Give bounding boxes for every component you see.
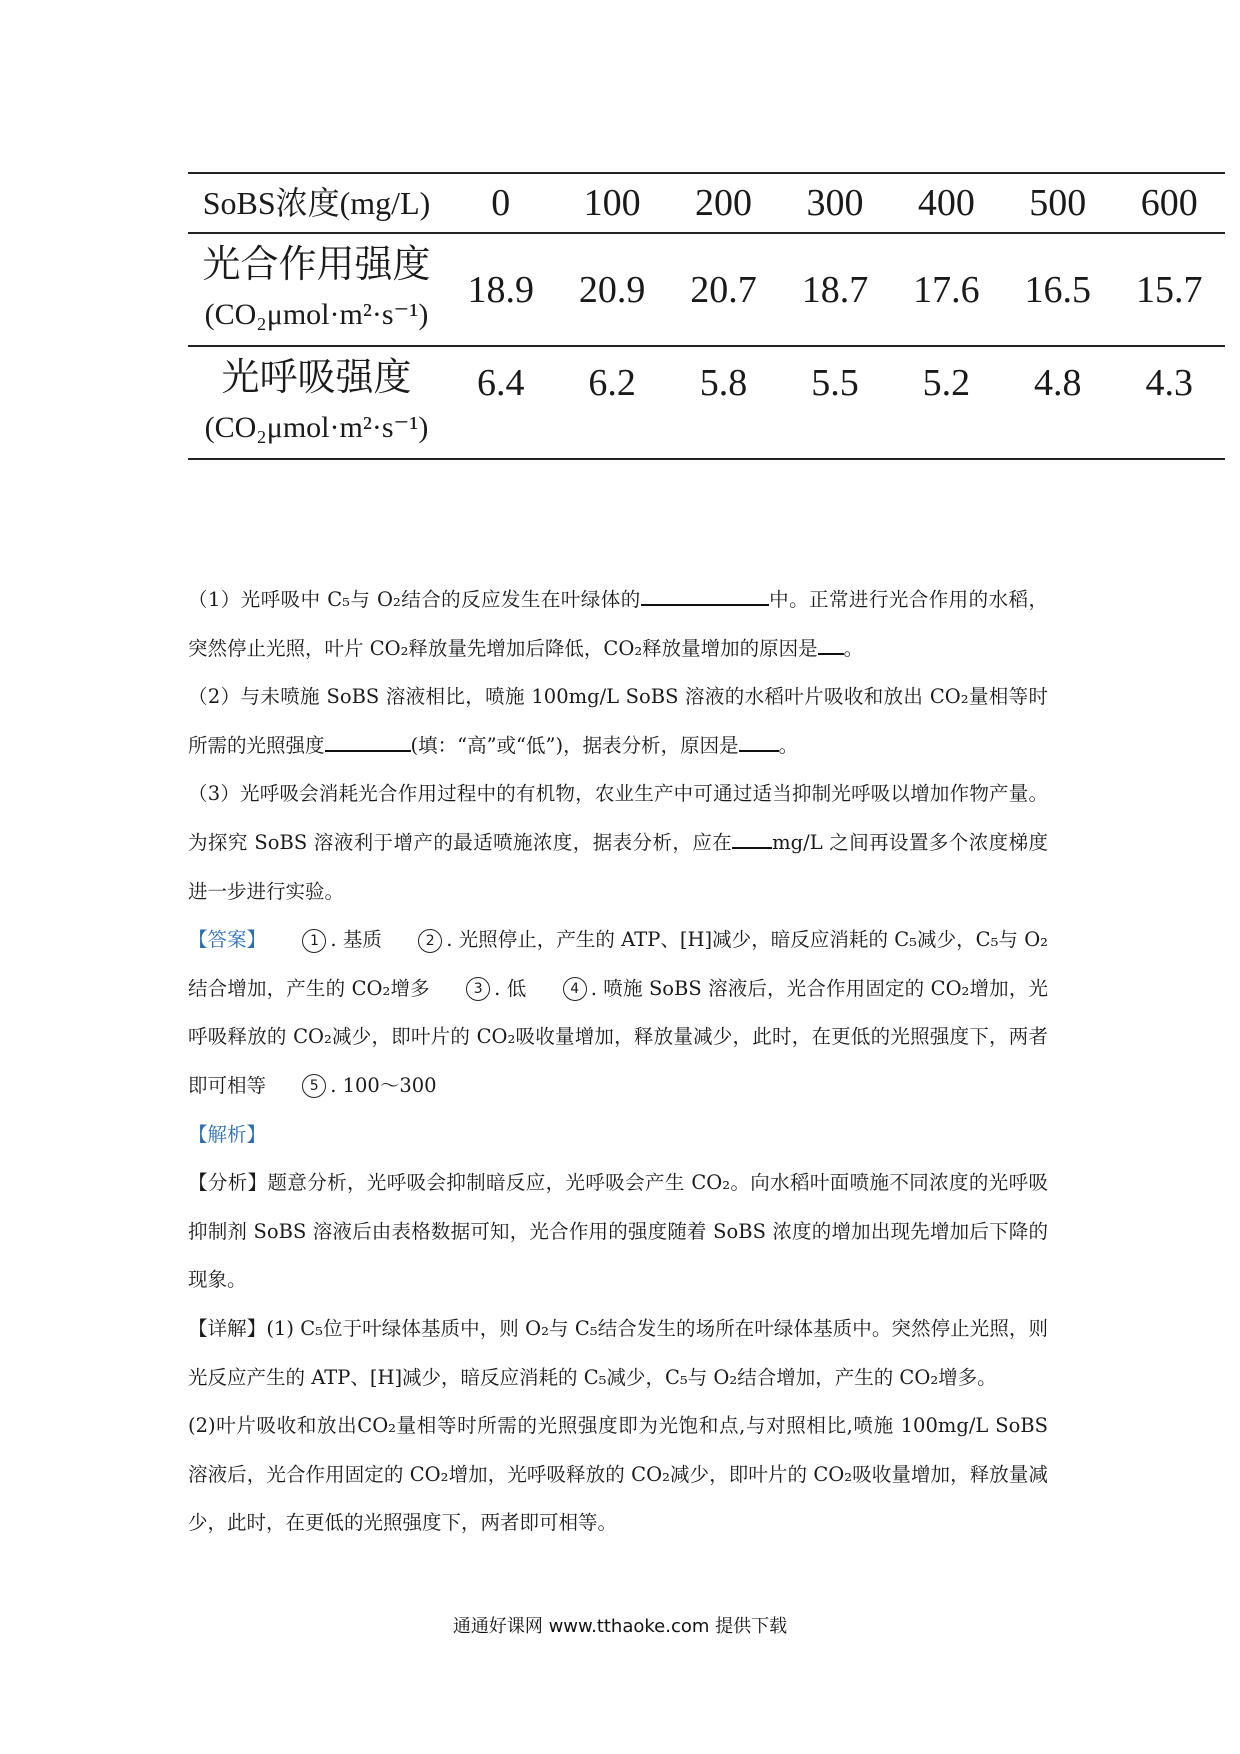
row-label-unit: (CO₂μmol·m²·s⁻¹): [204, 297, 429, 331]
table-cell: 20.7: [690, 268, 757, 311]
table-cell: 4.3: [1145, 362, 1193, 404]
answer-blank: [818, 633, 844, 655]
table-cell: 15.7: [1136, 268, 1203, 311]
header-cell: 300: [806, 182, 864, 224]
header-cell: 200: [695, 182, 753, 224]
table-cell: 6.2: [588, 362, 636, 404]
page-footer: 通通好课网 www.tthaoke.com 提供下载: [452, 1616, 788, 1637]
table-row-photosynthesis: [188, 233, 1225, 346]
answer-label: 【答案】: [188, 928, 267, 952]
analysis-detail-2: (2)叶片吸收和放出CO₂量相等时所需的光照强度即为光饱和点,与对照相比,喷施 100mg/L SoBS 溶液后，光合作用固定的 CO₂增加，光呼吸释放的 CO₂减少，即叶片的 CO₂吸收量增加，释放量减少，此时，在更低的光照强度下，两者即可相等。: [188, 1414, 1048, 1535]
circle-number: 2: [418, 929, 442, 953]
table-cell: 18.9: [467, 268, 534, 311]
row-label-photorespiration: [188, 346, 445, 459]
header-cell: 400: [917, 182, 975, 224]
header-label: SoBS浓度(mg/L): [202, 185, 431, 221]
circle-number: 5: [302, 1074, 326, 1098]
row-label-text: 光合作用强度: [202, 243, 431, 286]
question-3: （3）光呼吸会消耗光合作用过程中的有机物，农业生产中可通过适当抑制光呼吸以增加作物产量。为探究 SoBS 溶液利于增产的最适喷施浓度，据表分析，应在 mg/L 之间再设置多个浓度梯度进一步进行实验。: [188, 782, 1048, 903]
row-label-photosynthesis: [188, 233, 445, 346]
table-cell: 5.5: [811, 362, 859, 404]
fenxi-label: 【分析】: [188, 1171, 268, 1195]
data-table: [188, 172, 1225, 460]
circle-number: 3: [466, 977, 490, 1001]
table-row-photorespiration: [188, 346, 1225, 459]
table-cell: 6.4: [476, 362, 525, 404]
header-cell: 0: [491, 182, 511, 224]
question-2: （2）与未喷施 SoBS 溶液相比，喷施 100mg/L SoBS 溶液的水稻叶片吸收和放出 CO₂量相等时所需的光照强度 (填：“高”或“低”)，据表分析，原因是 。: [188, 685, 1048, 757]
answer-blank: [641, 584, 769, 606]
header-cell: 100: [583, 182, 641, 224]
answer-blank: [739, 730, 779, 752]
analysis-fenxi: 【分析】题意分析，光呼吸会抑制暗反应，光呼吸会产生 CO₂。向水稻叶面喷施不同浓度的光呼吸抑制剂 SoBS 溶液后由表格数据可知，光合作用的强度随着 SoBS 浓度的增加出现先增加后下降的现象。: [188, 1171, 1048, 1292]
answer-blank: [325, 730, 411, 752]
table-header-row: [188, 173, 1225, 233]
row-label-text: 光呼吸强度: [221, 356, 412, 399]
answer-section: 【答案】 1 . 基质 2 . 光照停止，产生的 ATP、[H]减少，暗反应消耗的 C₅减少，C₅与 O₂结合增加，产生的 CO₂增多 3 . 低 4 . 喷施 SoBS 溶液后，光合作用固定的 CO₂增加，光呼吸释放的 CO₂减少，即叶片的 CO₂吸收量增加，释放量减少，此时，在更低的光照强度下，两者即可相等 5 . 100～300: [188, 928, 1048, 1097]
answer-blank: [732, 827, 772, 849]
table-cell: 5.8: [699, 362, 748, 404]
question-body: [188, 576, 1048, 1548]
header-cell: 500: [1029, 182, 1087, 224]
table-cell: 17.6: [913, 268, 980, 311]
question-1: （1）光呼吸中 C₅与 O₂结合的反应发生在叶绿体的 中。正常进行光合作用的水稻，突然停止光照，叶片 CO₂释放量先增加后降低，CO₂释放量增加的原因是 。: [188, 576, 1048, 673]
row-label-unit: (CO₂μmol·m²·s⁻¹): [204, 410, 429, 444]
table-cell: 18.7: [801, 268, 869, 311]
circle-number: 4: [563, 977, 587, 1001]
analysis-heading: [188, 1111, 1048, 1160]
table-cell: 4.8: [1034, 362, 1082, 404]
table-cell: 16.5: [1024, 268, 1092, 311]
header-cell: 600: [1140, 182, 1198, 224]
detail-label: 【详解】: [188, 1316, 267, 1340]
table-cell: 20.9: [578, 268, 646, 311]
analysis-detail-1: 【详解】(1) C₅位于叶绿体基质中，则 O₂与 C₅结合发生的场所在叶绿体基质中。突然停止光照，则光反应产生的 ATP、[H]减少，暗反应消耗的 C₅减少，C₅与 O₂结合增加，产生的 CO₂增多。: [188, 1316, 1048, 1389]
circle-number: 1: [302, 929, 326, 953]
analysis-label: 【解析】: [188, 1122, 267, 1146]
table-cell: 5.2: [922, 362, 971, 404]
